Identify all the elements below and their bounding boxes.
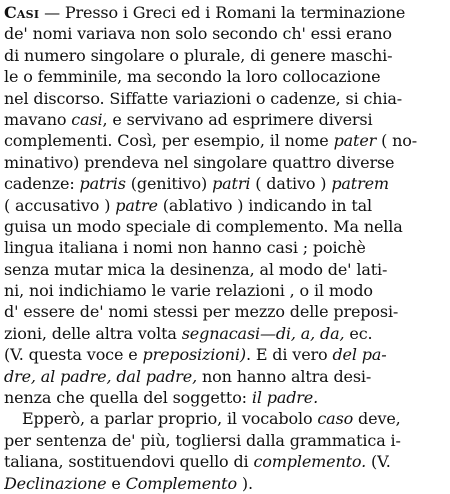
text-run: Epperò, a parlar proprio, il vocabolo: [22, 409, 318, 429]
italic-term: complemento.: [253, 452, 367, 472]
text-line: [4, 66, 446, 87]
text-run: (V. questa voce e: [4, 345, 143, 365]
text-run: ( dativo ): [250, 174, 332, 194]
text-run: complementi. Così, per esempio, il nome: [4, 131, 334, 151]
italic-term: segnacasi—di, a, da,: [181, 323, 345, 343]
text-line: [4, 473, 446, 494]
text-line: [4, 152, 446, 173]
text-line: [4, 366, 446, 387]
text-run: cadenze:: [4, 174, 80, 194]
text-line: [4, 259, 446, 280]
text-line: [4, 173, 446, 194]
text-run: Presso i Greci ed i Romani la terminazione: [64, 3, 406, 22]
text-run: ).: [236, 473, 253, 493]
text-line: [4, 387, 446, 408]
text-line: [4, 451, 446, 472]
text-line: [4, 408, 446, 429]
text-line: [4, 344, 446, 365]
italic-term: casi: [71, 109, 103, 129]
text-line: [4, 45, 446, 66]
italic-term: del pa-: [332, 345, 387, 365]
text-run: guisa un modo speciale di complemento. Ma nella: [4, 216, 403, 236]
text-run: de' nomi variava non solo secondo ch' essi erano: [4, 24, 392, 44]
text-run: minativo) prendeva nel singolare quattro diverse: [4, 152, 395, 172]
text-run: , e servivano ad esprimere diversi: [102, 109, 373, 129]
text-line: [4, 195, 446, 216]
text-line: [4, 130, 446, 151]
italic-term: il padre.: [251, 388, 319, 408]
text-run: mavano: [4, 109, 72, 129]
text-run: (ablativo ) indicando in tal: [157, 195, 373, 215]
italic-term: Declinazione: [4, 473, 107, 493]
text-run: ( accusativo ): [4, 195, 116, 215]
text-run: ni, noi indichiamo le varie relazioni , o il modo: [4, 281, 373, 301]
text-line: [4, 216, 446, 237]
text-line: [4, 23, 446, 44]
text-line: [4, 2, 446, 23]
text-run: d' essere de' nomi stessi per mezzo delle preposi-: [4, 302, 399, 322]
italic-term: patris: [79, 174, 126, 194]
text-run: per sentenza de' più, togliersi dalla grammatica i-: [4, 430, 401, 450]
text-run: (genitivo): [125, 174, 213, 194]
italic-term: patre: [115, 195, 158, 215]
text-run: ( no-: [376, 131, 418, 151]
text-line: [4, 280, 446, 301]
text-line: [4, 301, 446, 322]
text-run: (V.: [366, 452, 391, 472]
entry-paragraph-1: [4, 2, 446, 408]
italic-term: dre, al padre, dal padre,: [4, 366, 198, 386]
text-line: [4, 237, 446, 258]
text-run: zioni, delle altra volta: [4, 323, 182, 343]
italic-term: Complemento: [125, 473, 237, 493]
text-run: di numero singolare o plurale, di genere maschi-: [4, 45, 393, 65]
headword: Casi: [4, 3, 40, 22]
italic-term: patrem: [331, 174, 389, 194]
text-run: nenza che quella del soggetto:: [4, 388, 252, 408]
italic-term: preposizioni): [142, 345, 246, 365]
entry-paragraph-2: [4, 408, 446, 494]
text-run: deve,: [353, 409, 401, 429]
text-line: [4, 109, 446, 130]
text-line: [4, 430, 446, 451]
text-run: . E di vero: [245, 345, 333, 365]
text-run: senza mutar mica la desinenza, al modo de' lati-: [4, 259, 388, 279]
text-run: nel discorso. Siffatte variazioni o cadenze, si chia-: [4, 88, 403, 108]
headword-dash: —: [39, 3, 65, 22]
text-run: e: [106, 473, 126, 493]
text-run: taliana, sostituendovi quello di: [4, 452, 254, 472]
text-line: [4, 323, 446, 344]
italic-term: patri: [212, 174, 251, 194]
text-run: lingua italiana i nomi non hanno casi ; poichè: [4, 238, 366, 258]
text-run: non hanno altra desi-: [197, 366, 372, 386]
text-run: ec.: [344, 323, 373, 343]
italic-term: pater: [333, 131, 377, 151]
text-run: le o femminile, ma secondo la loro collocazione: [4, 67, 381, 87]
text-line: [4, 88, 446, 109]
italic-term: caso: [317, 409, 354, 429]
